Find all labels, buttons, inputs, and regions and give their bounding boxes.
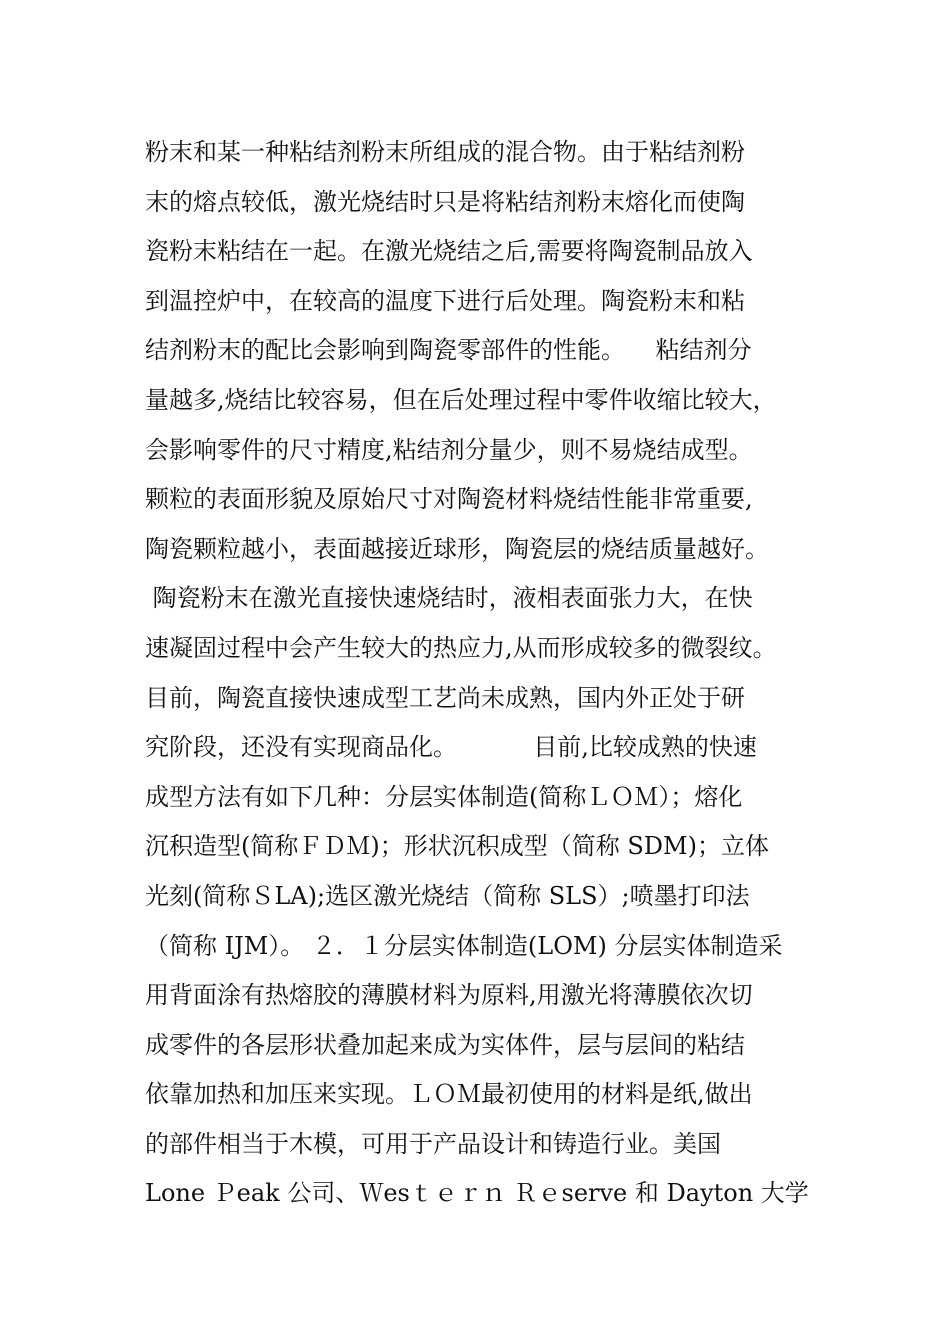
text-line: 用背面涂有热熔胶的薄膜材料为原料,用激光将薄膜依次切 bbox=[145, 981, 753, 1010]
text-line: 结剂粉末的配比会影响到陶瓷零部件的性能。 粘结剂分 bbox=[145, 336, 752, 365]
text-line: 量越多,烧结比较容易，但在后处理过程中零件收缩比较大， bbox=[145, 385, 777, 414]
text-line: 末的熔点较低，激光烧结时只是将粘结剂粉末熔化而使陶 bbox=[145, 187, 745, 216]
text-line: 陶瓷粉末在激光直接快速烧结时，液相表面张力大，在快 bbox=[145, 584, 753, 613]
text-line: 颗粒的表面形貌及原始尺寸对陶瓷材料烧结性能非常重要, bbox=[145, 485, 753, 514]
text-line: 瓷粉末粘结在一起。在激光烧结之后,需要将陶瓷制品放入 bbox=[145, 237, 753, 266]
text-line: Lone Ｐeak 公司、Ｗesｔｅｒｎ Ｒｅserve 和 Dayton 大学 bbox=[145, 1179, 809, 1208]
text-line: 会影响零件的尺寸精度,粘结剂分量少，则不易烧结成型。 bbox=[145, 435, 753, 464]
text-line: 的部件相当于木模，可用于产品设计和铸造行业。美国 bbox=[145, 1129, 721, 1158]
text-line: 成零件的各层形状叠加起来成为实体件，层与层间的粘结 bbox=[145, 1030, 745, 1059]
body-text bbox=[145, 128, 825, 1219]
text-line: 速凝固过程中会产生较大的热应力,从而形成较多的微裂纹。 bbox=[145, 633, 777, 662]
text-line: 沉积造型(简称ＦＤＭ)；形状沉积成型（简称 SDM)；立体 bbox=[145, 832, 769, 861]
text-line: 成型方法有如下几种：分层实体制造(简称ＬＯＭ）；熔化 bbox=[145, 782, 743, 811]
text-line: 究阶段，还没有实现商品化。 目前,比较成熟的快速 bbox=[145, 733, 757, 762]
text-line: （简称 IJM）。 ２．１分层实体制造(LOM) 分层实体制造采 bbox=[145, 931, 783, 960]
text-line: 目前，陶瓷直接快速成型工艺尚未成熟，国内外正处于研 bbox=[145, 683, 745, 712]
text-line: 到温控炉中，在较高的温度下进行后处理。陶瓷粉末和粘 bbox=[145, 286, 745, 315]
text-line: 陶瓷颗粒越小，表面越接近球形，陶瓷层的烧结质量越好。 bbox=[145, 534, 769, 563]
text-line: 粉末和某一种粘结剂粉末所组成的混合物。由于粘结剂粉 bbox=[145, 138, 745, 166]
text-line: 依靠加热和加压来实现。ＬＯＭ最初使用的材料是纸,做出 bbox=[145, 1080, 753, 1109]
text-line: 光刻(简称ＳLA);选区激光烧结（简称 SLS）;喷墨打印法 bbox=[145, 881, 750, 910]
